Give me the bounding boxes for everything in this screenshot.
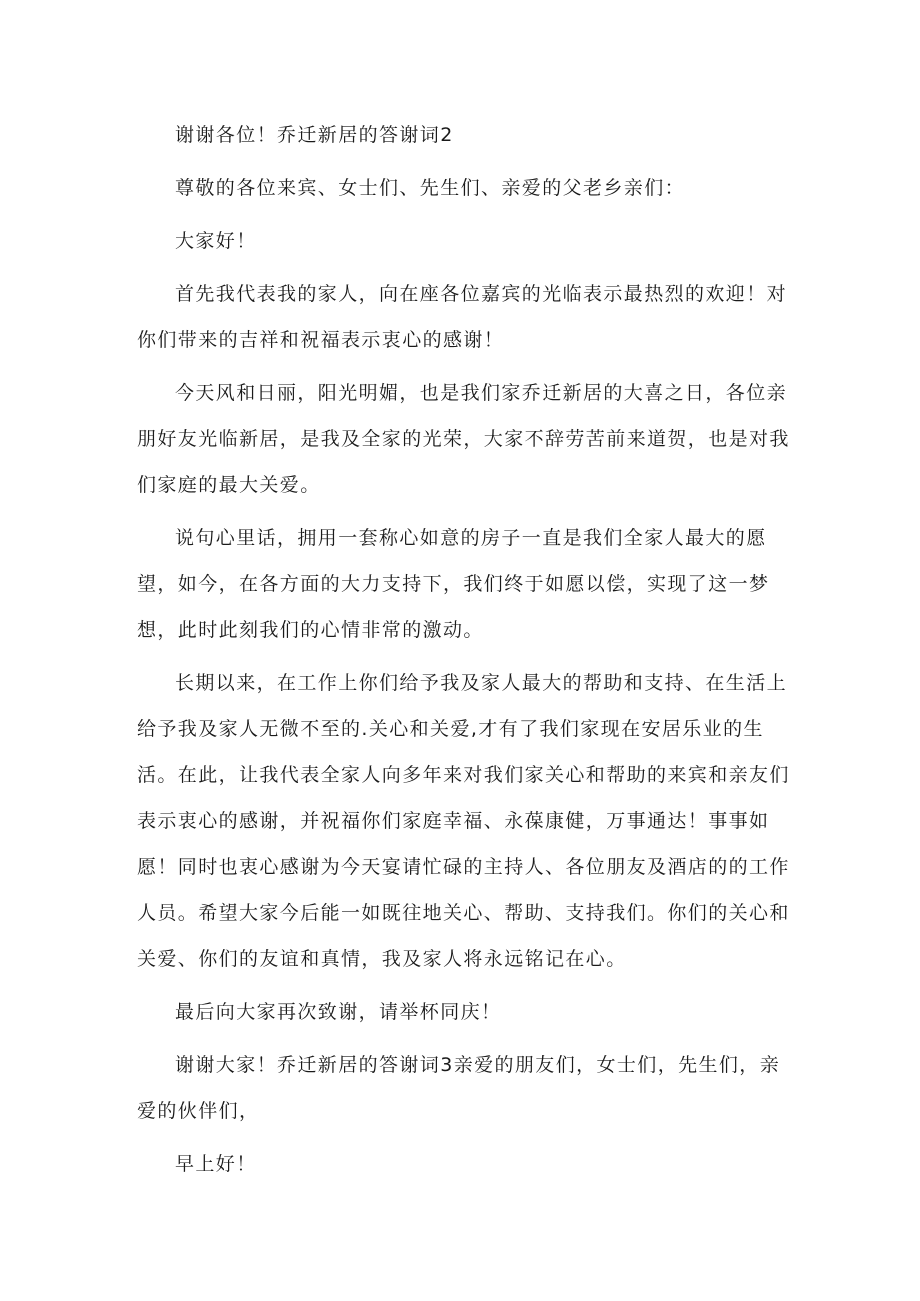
paragraph-good-morning: 早上好！ bbox=[175, 1153, 257, 1175]
paragraph-salutation: 尊敬的各位来宾、女士们、先生们、亲爱的父老乡亲们： bbox=[175, 177, 686, 199]
paragraph-toast: 最后向大家再次致谢，请举杯同庆！ bbox=[175, 1001, 502, 1023]
paragraph-gratitude: 长期以来，在工作上你们给予我及家人最大的帮助和支持、在生活上给予我及家人无微不至的.关心和关爱,才有了我们家现在安居乐业的生活。在此，让我代表全家人向多年来对我们家关心和帮助的来宾和亲友们表示衷心的感谢，并祝福你们家庭幸福、永葆康健，万事通达！事事如愿！同时也衷心感谢为今天宴请忙碌的主持人、各位朋友及酒店的的工作人员。希望大家今后能一如既往地关心、帮助、支持我们。你们的关心和关爱、你们的友谊和真情，我及家人将永远铭记在心。 bbox=[137, 672, 790, 970]
paragraph-occasion: 今天风和日丽，阳光明媚，也是我们家乔迁新居的大喜之日，各位亲朋好友光临新居，是我及全家的光荣，大家不辞劳苦前来道贺，也是对我们家庭的最大关爱。 bbox=[137, 382, 790, 496]
paragraph-greeting: 大家好！ bbox=[175, 230, 257, 252]
paragraph-closing: 谢谢大家！乔迁新居的答谢词3亲爱的朋友们，女士们，先生们，亲爱的伙伴们， bbox=[137, 1054, 781, 1122]
paragraph-welcome: 首先我代表我的家人，向在座各位嘉宾的光临表示最热烈的欢迎！对你们带来的吉祥和祝福表示衷心的感谢！ bbox=[137, 283, 788, 351]
document-body bbox=[137, 112, 793, 1194]
paragraph-thanks-heading: 谢谢各位！乔迁新居的答谢词2 bbox=[175, 124, 454, 146]
paragraph-heartfelt: 说句心里话，拥用一套称心如意的房子一直是我们全家人最大的愿望，如今，在各方面的大力支持下，我们终于如愿以偿，实现了这一梦想，此时此刻我们的心情非常的激动。 bbox=[137, 527, 770, 641]
